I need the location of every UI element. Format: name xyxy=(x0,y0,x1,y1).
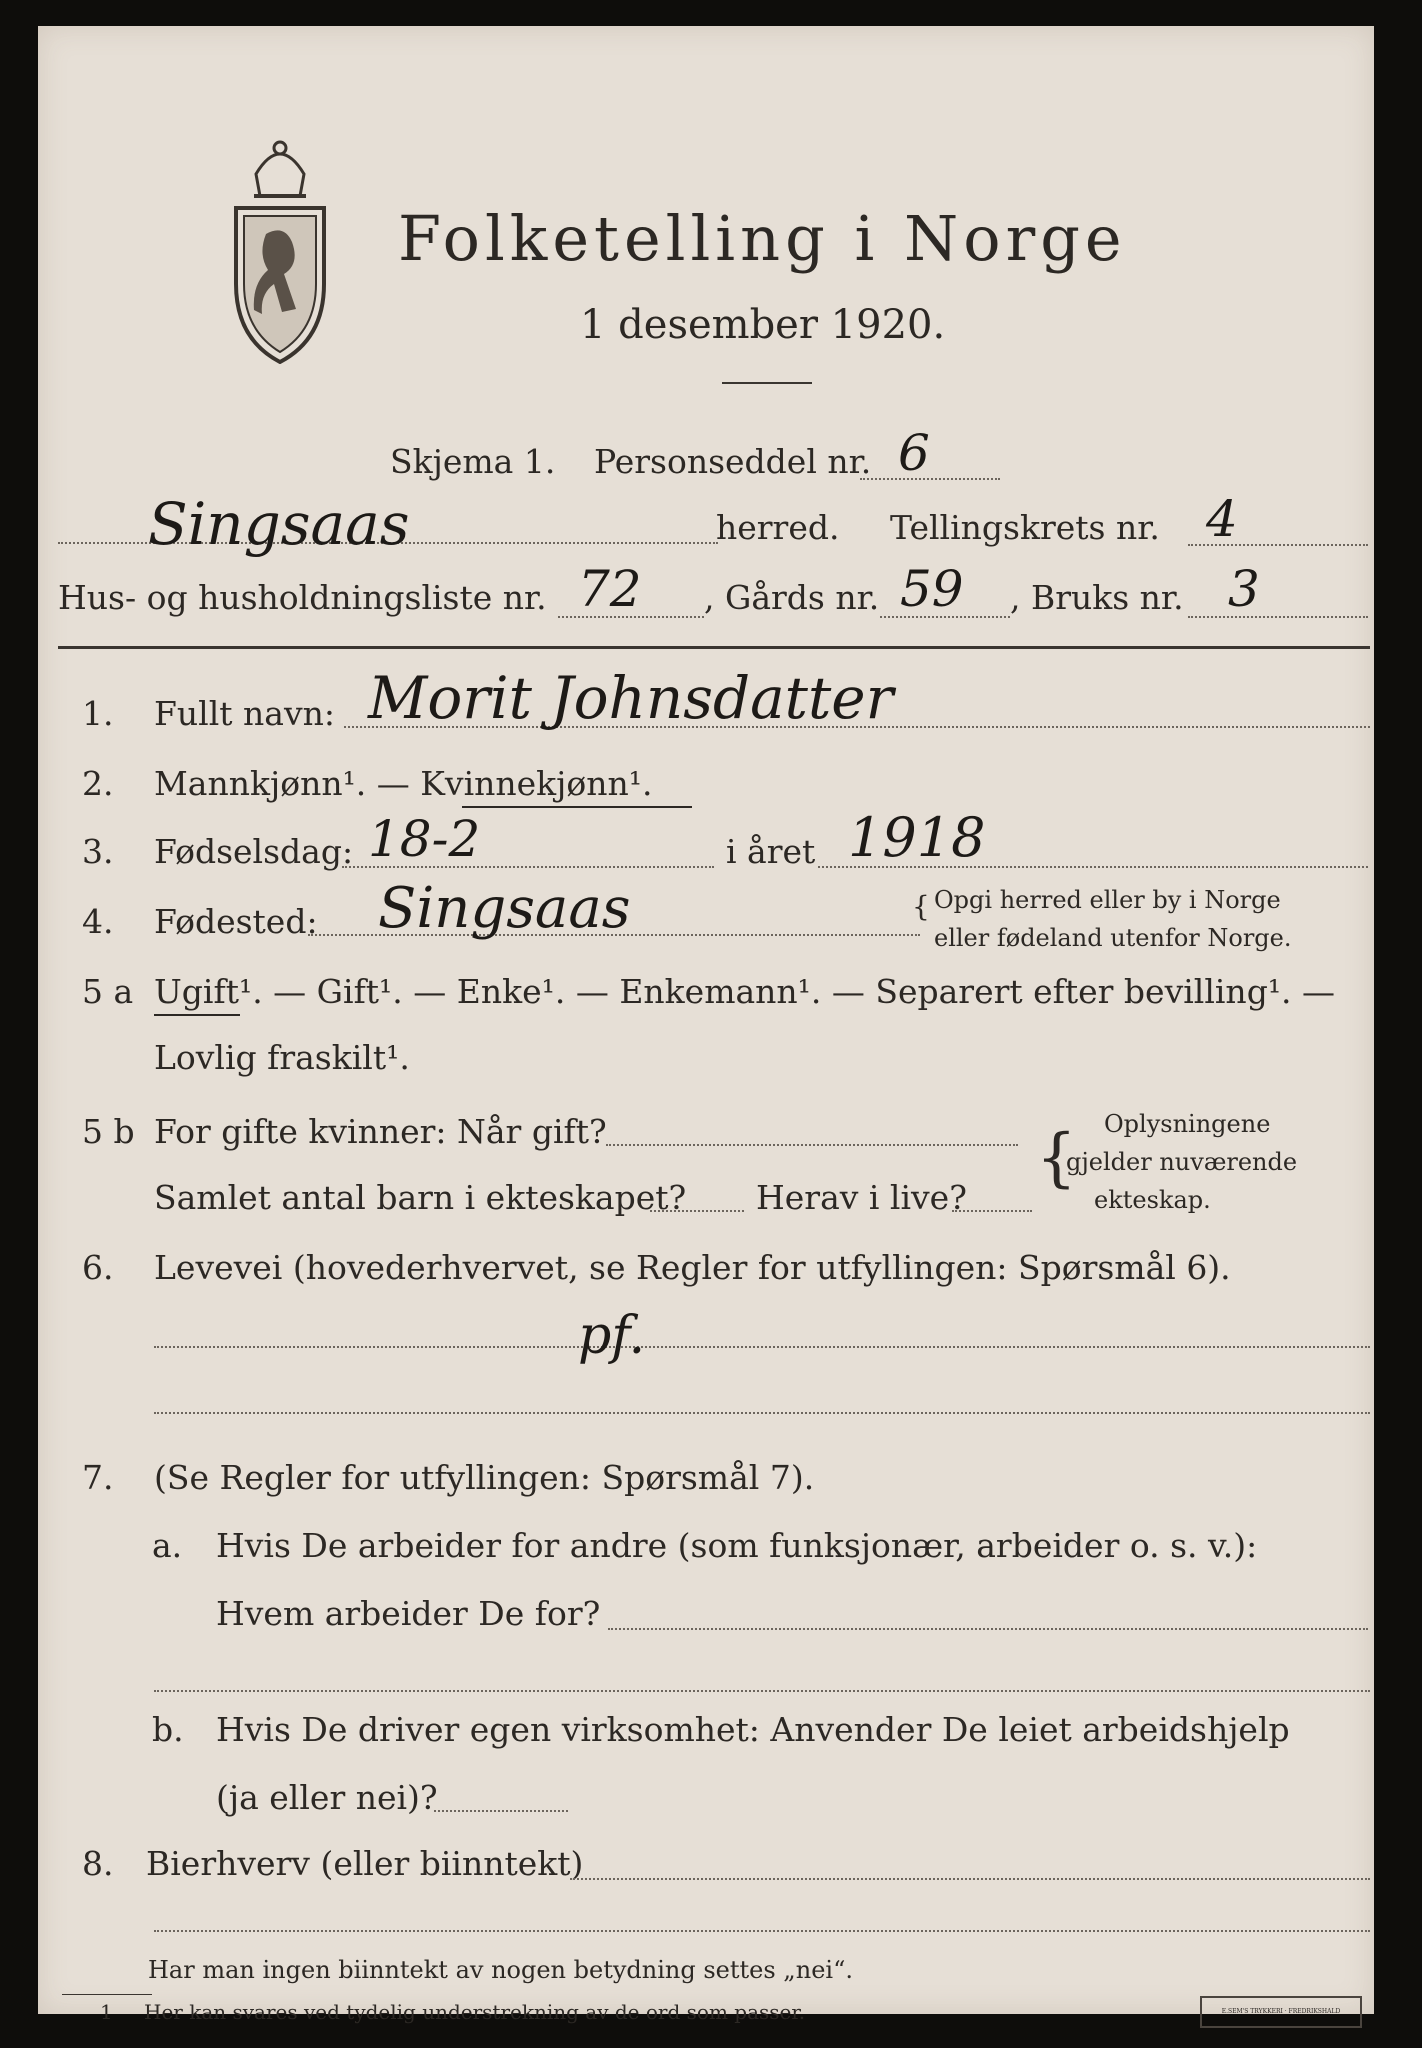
coat-of-arms-icon xyxy=(226,134,334,364)
census-date: 1 desember 1920. xyxy=(580,302,946,348)
q8-side-income-field[interactable] xyxy=(570,1878,1370,1880)
q5b-married-field[interactable] xyxy=(606,1144,1018,1146)
gards-label: , Gårds nr. xyxy=(704,578,880,617)
q7a-employer-field-2[interactable] xyxy=(154,1690,1370,1692)
q5a-divorced-option[interactable]: Lovlig fraskilt¹. xyxy=(154,1038,410,1077)
q7b-letter: b. xyxy=(152,1710,184,1749)
bruks-field[interactable] xyxy=(1188,616,1368,618)
q7a-letter: a. xyxy=(152,1526,183,1565)
q7b-hired-help-field[interactable] xyxy=(434,1810,568,1812)
q6-occupation-value: pf. xyxy=(578,1306,646,1366)
herred-label: herred. xyxy=(716,508,840,547)
q8-number: 8. xyxy=(82,1844,114,1883)
personseddel-value: 6 xyxy=(898,424,930,482)
q1-full-name-value: Morit Johnsdatter xyxy=(368,664,894,732)
personseddel-field[interactable] xyxy=(860,478,1000,480)
q3-label: Fødselsdag: xyxy=(154,832,354,871)
q7b-line1: Hvis De driver egen virksomhet: Anvender De leiet arbeidshjelp xyxy=(216,1710,1290,1749)
q5b-number: 5 b xyxy=(82,1112,135,1151)
header-divider xyxy=(58,646,1370,649)
q1-label: Fullt navn: xyxy=(154,694,335,733)
q5b-alive-label: Herav i live? xyxy=(756,1178,967,1217)
footer-note: Har man ingen biinntekt av nogen betydning settes „nei“. xyxy=(148,1956,853,1984)
gards-value: 59 xyxy=(900,560,964,618)
q7-label: (Se Regler for utfyllingen: Spørsmål 7). xyxy=(154,1458,815,1497)
q5a-number: 5 a xyxy=(82,972,134,1011)
q6-number: 6. xyxy=(82,1248,114,1287)
herred-value: Singsaas xyxy=(148,490,410,558)
footnote-number: 1 xyxy=(100,2000,113,2024)
q5b-married-label: For gifte kvinner: Når gift? xyxy=(154,1112,607,1151)
form-title: Folketelling i Norge xyxy=(398,202,1127,275)
q5b-children-label: Samlet antal barn i ekteskapet? xyxy=(154,1178,687,1217)
printer-stamp: E.SEM'S TRYKKERI · FREDRIKSHALD xyxy=(1200,1996,1362,2028)
q5b-children-field[interactable] xyxy=(650,1210,744,1212)
q4-number: 4. xyxy=(82,902,114,941)
q7b-line2: (ja eller nei)? xyxy=(216,1778,438,1817)
q4-note-line1: Opgi herred eller by i Norge xyxy=(934,886,1281,914)
q3-birthday-value: 18-2 xyxy=(368,810,481,868)
q3-year-value: 1918 xyxy=(848,806,986,869)
bruks-label: , Bruks nr. xyxy=(1010,578,1184,617)
q5b-alive-field[interactable] xyxy=(952,1210,1032,1212)
q7a-line2: Hvem arbeider De for? xyxy=(216,1594,601,1633)
census-form xyxy=(38,26,1374,2024)
q2-gender-options[interactable]: Mannkjønn¹. — Kvinnekjønn¹. xyxy=(154,764,653,803)
q4-note-brace: { xyxy=(912,890,930,923)
q3-number: 3. xyxy=(82,832,114,871)
footnote-text: Her kan svares ved tydelig understrekning av de ord som passer. xyxy=(144,2000,806,2024)
q2-selection-underline xyxy=(462,806,692,808)
husliste-label: Hus- og husholdningsliste nr. xyxy=(58,578,547,617)
tellingskrets-value: 4 xyxy=(1206,490,1238,548)
q8-label: Bierhverv (eller biinntekt) xyxy=(146,1844,584,1883)
q8-side-income-field-2[interactable] xyxy=(154,1930,1370,1932)
q5b-note-line3: ekteskap. xyxy=(1094,1186,1211,1214)
q4-label: Fødested: xyxy=(154,902,318,941)
q6-occupation-field-2[interactable] xyxy=(154,1412,1370,1414)
q4-note-line2: eller fødeland utenfor Norge. xyxy=(934,924,1292,952)
q3-year-label: i året xyxy=(726,832,816,871)
q7-number: 7. xyxy=(82,1458,114,1497)
footnote-rule xyxy=(62,1994,152,1995)
q2-number: 2. xyxy=(82,764,114,803)
tellingskrets-label: Tellingskrets nr. xyxy=(890,508,1160,547)
q7a-line1: Hvis De arbeider for andre (som funksjonær, arbeider o. s. v.): xyxy=(216,1526,1258,1565)
q5b-note-line1: Oplysningene xyxy=(1104,1110,1271,1138)
q4-birthplace-value: Singsaas xyxy=(378,876,631,941)
q7a-employer-field[interactable] xyxy=(608,1628,1368,1630)
bruks-value: 3 xyxy=(1228,560,1260,618)
q5b-note-line2: gjelder nuværende xyxy=(1066,1148,1298,1176)
title-divider xyxy=(722,382,812,384)
schema-label: Skjema 1. xyxy=(390,442,556,481)
q6-label: Levevei (hovederhvervet, se Regler for utfyllingen: Spørsmål 6). xyxy=(154,1248,1231,1287)
q5a-selection-underline xyxy=(154,1014,240,1016)
husliste-value: 72 xyxy=(578,560,642,618)
q6-occupation-field[interactable] xyxy=(154,1346,1370,1348)
q1-number: 1. xyxy=(82,694,114,733)
personseddel-label: Personseddel nr. xyxy=(594,442,872,481)
q5a-marital-options[interactable]: Ugift¹. — Gift¹. — Enke¹. — Enkemann¹. — Separert efter bevilling¹. — xyxy=(154,972,1336,1011)
q5b-note-brace: { xyxy=(1036,1121,1077,1195)
